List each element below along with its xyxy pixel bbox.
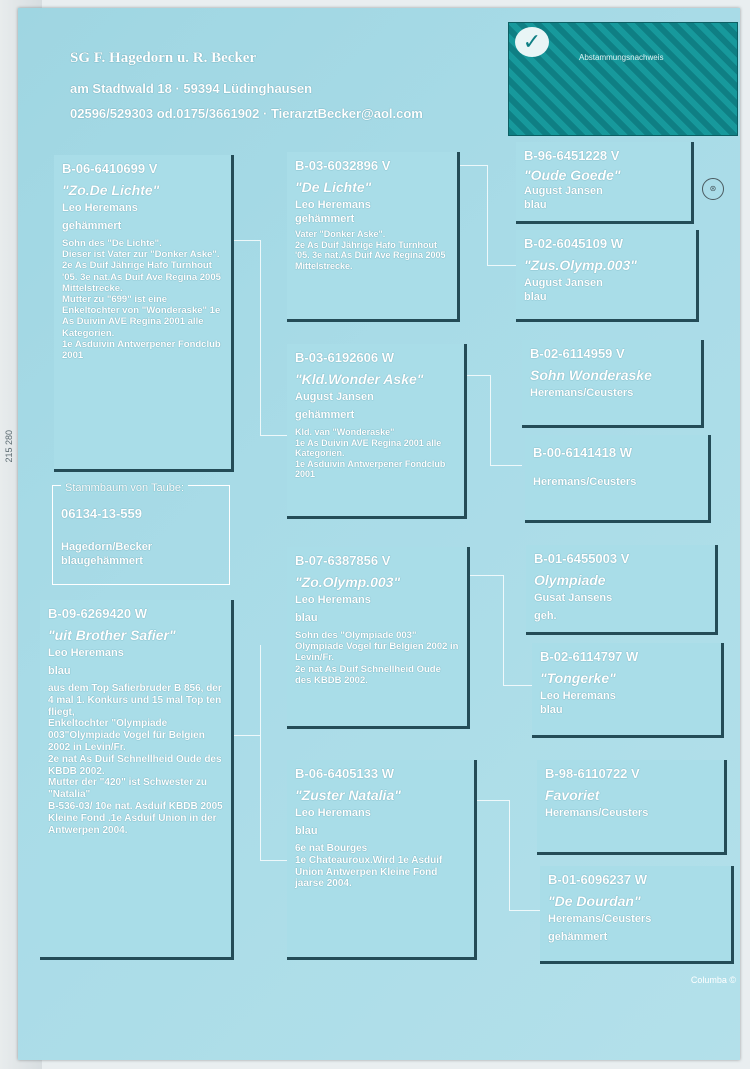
grandparent-card: [287, 152, 460, 322]
connector-line: [503, 685, 532, 686]
pigeon-name: "Kld.Wonder Aske": [295, 371, 424, 387]
breeder: August Jansen: [524, 185, 603, 197]
stamp-icon: ⊛: [702, 178, 724, 200]
ring-number: B-02-6045109 W: [524, 236, 623, 251]
pigeon-color: blau: [524, 291, 547, 303]
pigeon-color: blau: [48, 665, 71, 677]
pigeon-color: blau: [295, 825, 318, 837]
ring-number: B-02-6114797 W: [540, 649, 639, 664]
connector-line: [487, 165, 488, 265]
ring-number: B-01-6455003 V: [534, 551, 630, 566]
connector-line: [260, 240, 261, 435]
great-grandparent-card: [532, 643, 724, 738]
grandparent-card: [287, 547, 470, 729]
great-grandparent-card: [525, 435, 711, 523]
pigeon-name: "Zuster Natalia": [295, 787, 401, 803]
grandparent-card: [287, 760, 477, 960]
pedigree-owner: Hagedorn/Becker: [61, 541, 153, 553]
connector-line: [457, 165, 487, 166]
pigeon-name: "uit Brother Safier": [48, 627, 176, 643]
breeder: Heremans/Ceusters: [530, 387, 634, 399]
breeder: Leo Heremans: [295, 807, 371, 819]
connector-line: [232, 735, 260, 736]
breeder: August Jansen: [524, 277, 603, 289]
pigeon-color: blau: [524, 199, 547, 211]
connector-line: [464, 375, 490, 376]
dam-card: [40, 600, 234, 960]
pigeon-name: "De Dourdan": [548, 893, 641, 909]
ring-number: B-06-6410699 V: [62, 161, 158, 176]
columba-footer: Columba ©: [690, 975, 736, 985]
pigeon-name: "Zus.Olymp.003": [524, 257, 637, 273]
great-grandparent-card: [537, 760, 727, 855]
pigeon-color: gehämmert: [548, 931, 608, 943]
breeder-contact: 02596/529303 od.0175/3661902 · TierarztBecker@aol.com: [70, 106, 423, 121]
connector-line: [232, 240, 260, 241]
great-grandparent-card: [540, 866, 734, 964]
ring-number: B-09-6269420 W: [48, 606, 147, 621]
pedigree-number: 06134-13-559: [61, 506, 142, 521]
pigeon-color: gehämmert: [295, 409, 355, 421]
pigeon-name: "Zo.Olymp.003": [295, 574, 401, 590]
connector-line: [260, 860, 288, 861]
great-grandparent-card: [516, 142, 694, 224]
ring-number: B-02-6114959 V: [530, 346, 625, 361]
pedigree-label-box: [52, 482, 230, 585]
ring-number: B-00-6141418 W: [533, 445, 632, 460]
achievements: Sohn des "De Lichte". Dieser ist Vater zur "Donker Aske". 2e As Duif Jährige Hafo Turnhout '05. 3e nat.As Duif Ave Regina 2005 Mittelstrecke. Mutter zu "699" ist eine Enkeltochter von "Wonderaske" 1e As Duivin AVE Regina 2001 alle Kategorien. 1e Asduivin Antwerpener Fondclub 2001: [62, 238, 221, 362]
ring-number: B-98-6110722 V: [545, 766, 640, 781]
pigeon-name: "Zo.De Lichte": [62, 182, 160, 198]
great-grandparent-card: [522, 340, 704, 428]
logo-text: Abstammungsnachweis: [579, 53, 664, 62]
grandparent-card: [287, 344, 467, 519]
connector-line: [490, 375, 491, 465]
pigeon-color: geh.: [534, 610, 557, 622]
breeder-name: SG F. Hagedorn u. R. Becker: [70, 50, 257, 66]
breeder: Heremans/Ceusters: [548, 913, 652, 925]
breeder: Leo Heremans: [295, 594, 371, 606]
breeder: Heremans/Ceusters: [545, 807, 649, 819]
achievements: 6e nat Bourges 1e Chateauroux.Wird 1e Asduif Union Antwerpen Kleine Fond jaarse 2004.: [295, 843, 443, 890]
margin-note: 215 280: [4, 430, 14, 463]
breeder: Leo Heremans: [540, 690, 616, 702]
columba-logo-icon: ✓: [515, 27, 549, 57]
great-grandparent-card: [516, 230, 699, 322]
great-grandparent-card: [526, 545, 718, 635]
pigeon-color: gehämmert: [62, 220, 122, 232]
breeder-header: [70, 50, 423, 121]
connector-line: [260, 435, 288, 436]
sire-card: [54, 155, 234, 472]
pigeon-name: "De Lichte": [295, 179, 372, 195]
pigeon-name: Favoriet: [545, 787, 600, 803]
breeder: Heremans/Ceusters: [533, 476, 637, 488]
pigeon-name: "Oude Goede": [524, 167, 621, 183]
ring-number: B-06-6405133 W: [295, 766, 394, 781]
ring-number: B-03-6192606 W: [295, 350, 394, 365]
pigeon-color: blau: [540, 704, 563, 716]
connector-line: [260, 645, 261, 860]
columba-logo: [508, 22, 738, 136]
achievements: Vater "Donker Aske". 2e As Duif Jährige Hafo Turnhout '05. 3e nat.As Duif Ave Regina 2005 Mittelstrecke.: [295, 229, 446, 271]
pigeon-name: "Tongerke": [540, 670, 616, 686]
pigeon-color: blau: [295, 612, 318, 624]
breeder: Leo Heremans: [48, 647, 124, 659]
pigeon-name: Olympiade: [534, 572, 606, 588]
achievements: aus dem Top Safierbruder B 856, der 4 mal 1. Konkurs und 15 mal Top ten fliegt, Enkeltochter "Olympiade 003"Olympiade Vogel für Belgien 2002 in Levin/Fr. 2e nat As Duif Schnellheid Oude des KBDB 2002. Mutter der "420" ist Schwester zu "Natalia" B-536-03/ 10e nat. Asduif KBDB 2005 Kleine Fond .1e Asduif Union in der Antwerpen 2004.: [48, 683, 223, 836]
breeder-address: am Stadtwald 18 · 59394 Lüdinghausen: [70, 81, 313, 96]
connector-line: [473, 800, 509, 801]
connector-line: [509, 800, 510, 910]
breeder: August Jansen: [295, 391, 374, 403]
connector-line: [490, 465, 522, 466]
pigeon-name: Sohn Wonderaske: [530, 367, 652, 383]
pigeon-color: gehämmert: [295, 213, 355, 225]
pedigree-color: blaugehämmert: [61, 555, 143, 567]
connector-line: [503, 575, 504, 685]
achievements: Kld. van "Wonderaske" 1e As Duivin AVE Regina 2001 alle Kategorien. 1e Asduivin Antwerpener Fondclub 2001: [295, 427, 446, 480]
ring-number: B-96-6451228 V: [524, 148, 620, 163]
ring-number: B-03-6032896 V: [295, 158, 391, 173]
ring-number: B-01-6096237 W: [548, 872, 647, 887]
pedigree-label: Stammbaum von Taube:: [61, 482, 188, 494]
breeder: Leo Heremans: [62, 202, 138, 214]
ring-number: B-07-6387856 V: [295, 553, 391, 568]
achievements: Sohn des "Olympiade 003" Olympiade Vogel für Belgien 2002 in Levin/Fr. 2e nat As Duif Schnellheid Oude des KBDB 2002.: [295, 630, 459, 686]
breeder: Leo Heremans: [295, 199, 371, 211]
connector-line: [467, 575, 503, 576]
connector-line: [509, 910, 540, 911]
breeder: Gusat Jansens: [534, 592, 613, 604]
